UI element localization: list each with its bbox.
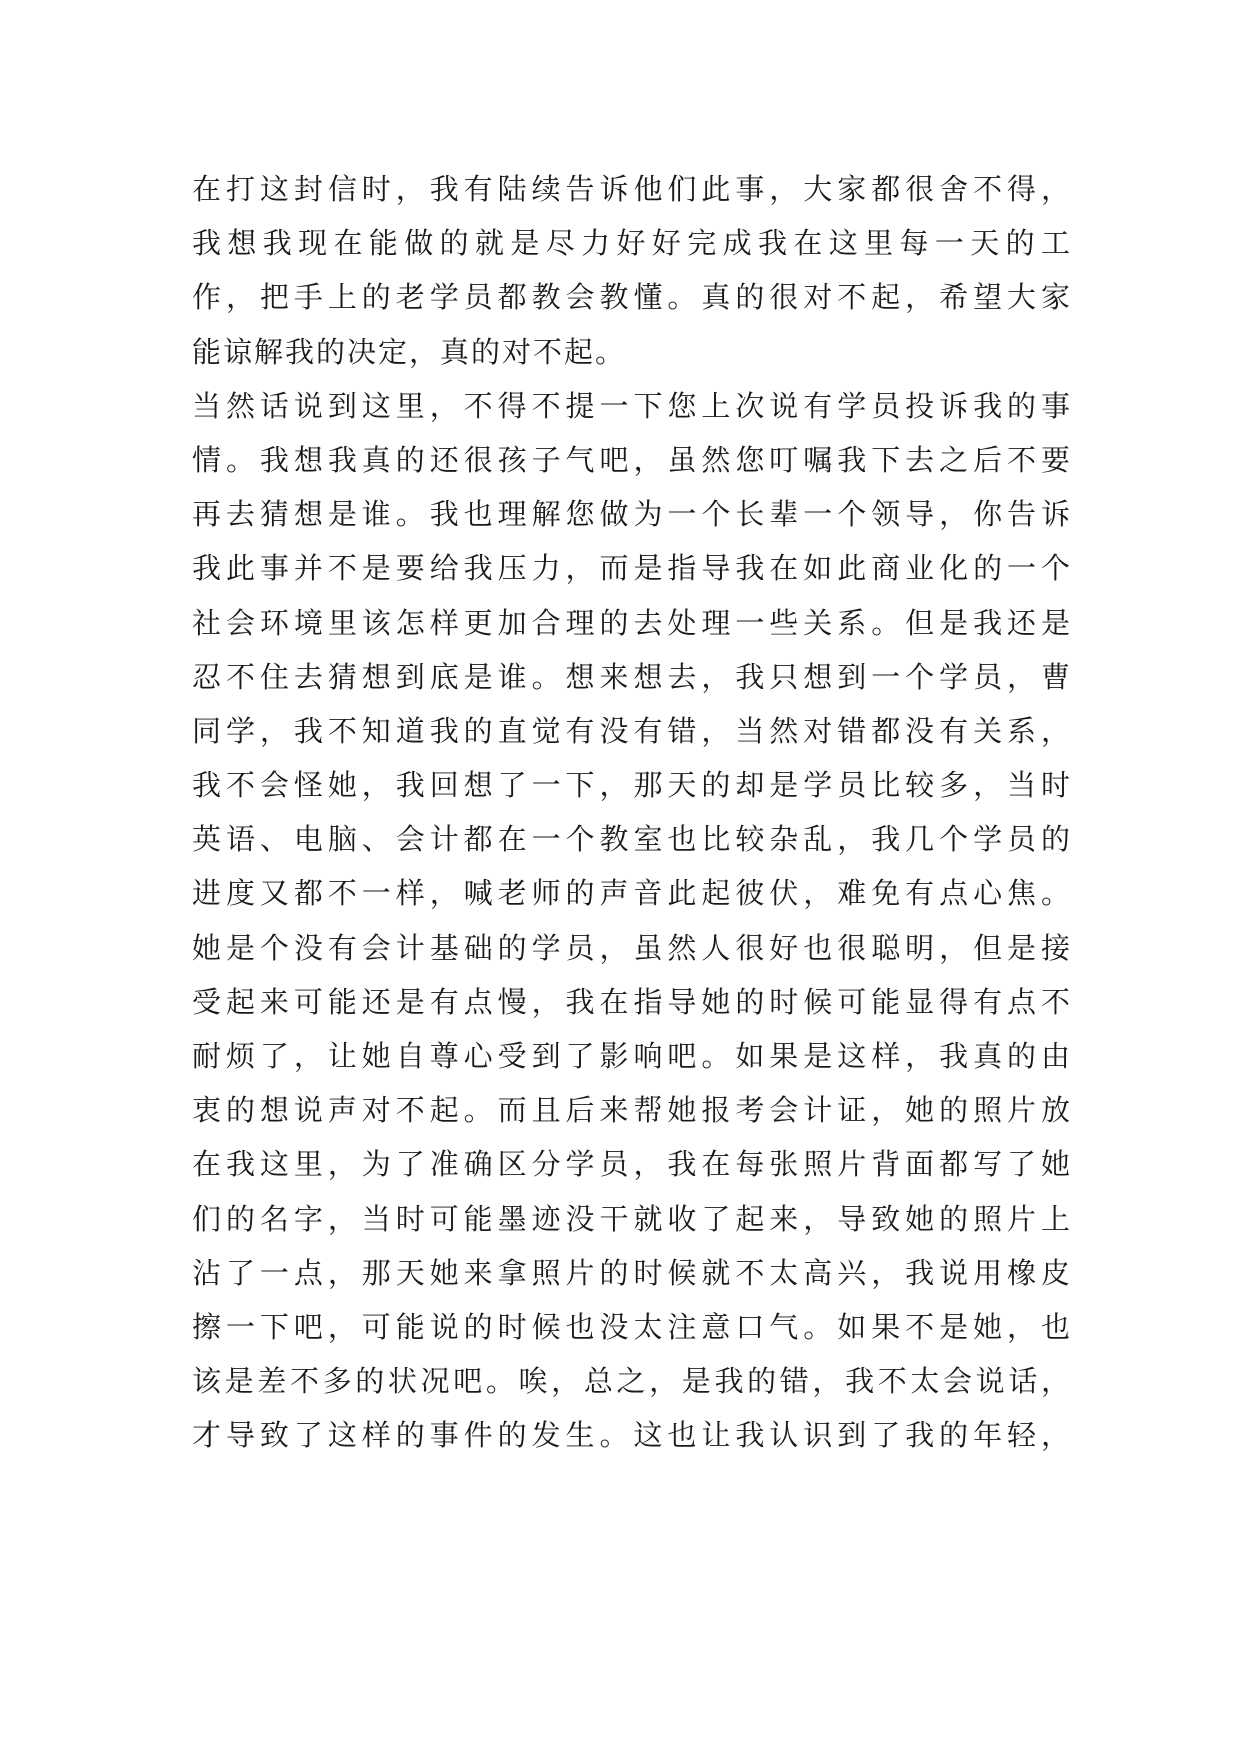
- text-line: 英语、电脑、会计都在一个教室也比较杂乱，我几个学员的: [192, 822, 1072, 857]
- text-line: 擦一下吧，可能说的时候也没太注意口气。如果不是她，也: [192, 1309, 1072, 1344]
- text-line: 我想我现在能做的就是尽力好好完成我在这里每一天的工: [192, 226, 1072, 261]
- text-line: 进度又都不一样，喊老师的声音此起彼伏，难免有点心焦。: [192, 876, 1072, 911]
- text-line: 我不会怪她，我回想了一下，那天的却是学员比较多，当时: [192, 768, 1072, 803]
- text-line: 沾了一点，那天她来拿照片的时候就不太高兴，我说用橡皮: [192, 1255, 1072, 1290]
- text-line: 当然话说到这里，不得不提一下您上次说有学员投诉我的事: [192, 388, 1072, 423]
- text-line: 才导致了这样的事件的发生。这也让我认识到了我的年轻，: [192, 1418, 1072, 1453]
- text-line: 同学，我不知道我的直觉有没有错，当然对错都没有关系，: [192, 713, 1072, 748]
- text-line: 受起来可能还是有点慢，我在指导她的时候可能显得有点不: [192, 984, 1072, 1019]
- text-line: 忍不住去猜想到底是谁。想来想去，我只想到一个学员，曹: [192, 659, 1072, 694]
- text-line: 我此事并不是要给我压力，而是指导我在如此商业化的一个: [192, 551, 1072, 586]
- text-line: 作，把手上的老学员都教会教懂。真的很对不起，希望大家: [192, 280, 1072, 315]
- text-line: 情。我想我真的还很孩子气吧，虽然您叮嘱我下去之后不要: [192, 442, 1072, 477]
- text-line: 她是个没有会计基础的学员，虽然人很好也很聪明，但是接: [192, 930, 1072, 965]
- text-line: 衷的想说声对不起。而且后来帮她报考会计证，她的照片放: [192, 1093, 1072, 1128]
- letter-body: [192, 162, 1072, 1463]
- text-line: 们的名字，当时可能墨迹没干就收了起来，导致她的照片上: [192, 1201, 1072, 1236]
- text-line: 耐烦了，让她自尊心受到了影响吧。如果是这样，我真的由: [192, 1039, 1072, 1073]
- text-line: 该是差不多的状况吧。唉，总之，是我的错，我不太会说话，: [192, 1364, 1072, 1399]
- text-line: 在打这封信时，我有陆续告诉他们此事，大家都很舍不得，: [192, 172, 1072, 206]
- text-line: 社会环境里该怎样更加合理的去处理一些关系。但是我还是: [192, 605, 1072, 640]
- text-line: 再去猜想是谁。我也理解您做为一个长辈一个领导，你告诉: [192, 497, 1072, 532]
- text-line: 能谅解我的决定，真的对不起。: [192, 334, 627, 369]
- text-line: 在我这里，为了准确区分学员，我在每张照片背面都写了她: [192, 1147, 1072, 1182]
